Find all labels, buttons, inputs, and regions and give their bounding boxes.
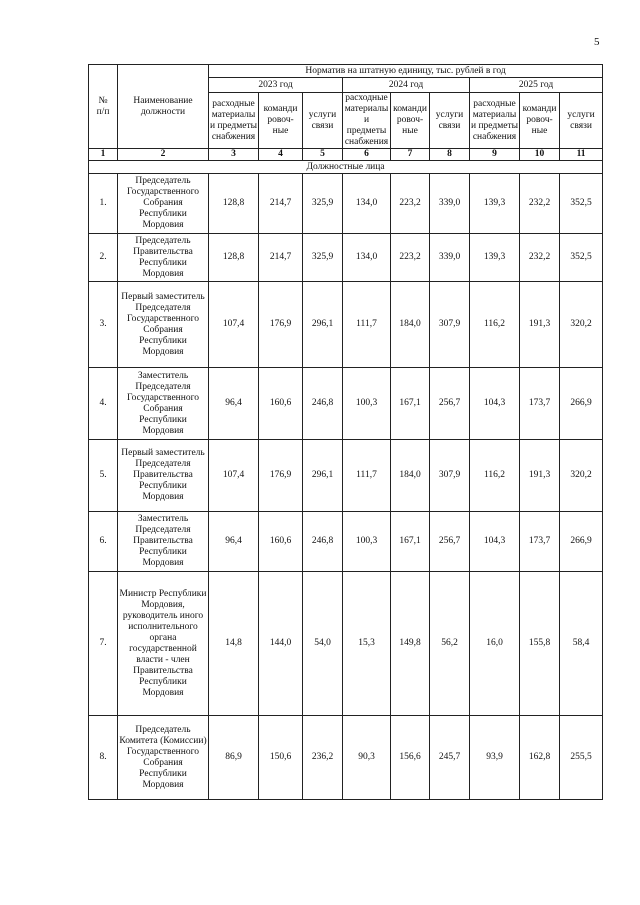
position-name: Председатель Комитета (Комиссии) Государственного Собрания Республики Мордовия: [118, 716, 209, 800]
norm-value: 14,8: [209, 572, 259, 716]
table-row: [89, 282, 603, 368]
sub-column-header: расходные материалы и предметы снабжения: [343, 93, 391, 149]
norm-value: 191,3: [520, 282, 560, 368]
norm-value: 307,9: [430, 282, 470, 368]
norm-value: 223,2: [391, 234, 430, 282]
sub-column-header: услуги связи: [303, 93, 343, 149]
sub-column-header: команди ровоч-ные: [259, 93, 303, 149]
position-name: Первый заместитель Председателя Государственного Собрания Республики Мордовия: [118, 282, 209, 368]
table-row: [89, 512, 603, 572]
norm-value: 266,9: [560, 368, 603, 440]
position-name: Председатель Правительства Республики Мордовия: [118, 234, 209, 282]
row-number: 7.: [89, 572, 118, 716]
norm-value: 176,9: [259, 282, 303, 368]
norm-value: 160,6: [259, 512, 303, 572]
norm-value: 162,8: [520, 716, 560, 800]
column-number: 4: [259, 149, 303, 161]
norm-value: 176,9: [259, 440, 303, 512]
position-name: Заместитель Председателя Государственного Собрания Республики Мордовия: [118, 368, 209, 440]
norm-value: 96,4: [209, 512, 259, 572]
table-body: [89, 161, 603, 800]
norm-value: 191,3: [520, 440, 560, 512]
norm-value: 232,2: [520, 234, 560, 282]
norm-value: 96,4: [209, 368, 259, 440]
norm-value: 232,2: [520, 174, 560, 234]
norm-value: 116,2: [470, 282, 520, 368]
sub-column-header: команди ровоч-ные: [391, 93, 430, 149]
page-number: 5: [594, 36, 600, 48]
norm-value: 54,0: [303, 572, 343, 716]
row-number: 1.: [89, 174, 118, 234]
row-number: 2.: [89, 234, 118, 282]
column-number: 7: [391, 149, 430, 161]
header-norm: Норматив на штатную единицу, тыс. рублей в год: [209, 65, 603, 78]
row-number: 8.: [89, 716, 118, 800]
norm-value: 167,1: [391, 512, 430, 572]
norm-value: 107,4: [209, 440, 259, 512]
norm-value: 104,3: [470, 512, 520, 572]
norm-value: 325,9: [303, 174, 343, 234]
norm-value: 111,7: [343, 282, 391, 368]
norm-value: 58,4: [560, 572, 603, 716]
section-title: Должностные лица: [89, 161, 603, 174]
column-number: 6: [343, 149, 391, 161]
table-row: [89, 716, 603, 800]
norm-value: 56,2: [430, 572, 470, 716]
norm-value: 223,2: [391, 174, 430, 234]
norm-value: 128,8: [209, 234, 259, 282]
norm-value: 352,5: [560, 234, 603, 282]
norm-value: 339,0: [430, 174, 470, 234]
norm-value: 100,3: [343, 368, 391, 440]
norm-value: 256,7: [430, 368, 470, 440]
norm-table: [88, 64, 603, 800]
norm-value: 93,9: [470, 716, 520, 800]
table-row: [89, 440, 603, 512]
norm-value: 256,7: [430, 512, 470, 572]
norm-value: 320,2: [560, 440, 603, 512]
norm-value: 173,7: [520, 368, 560, 440]
norm-value: 184,0: [391, 282, 430, 368]
norm-value: 134,0: [343, 174, 391, 234]
column-number: 8: [430, 149, 470, 161]
section-row: [89, 161, 603, 174]
norm-value: 296,1: [303, 440, 343, 512]
header-num: № п/п: [89, 65, 118, 149]
column-number: 9: [470, 149, 520, 161]
year-header: 2025 год: [470, 78, 603, 93]
table-row: [89, 234, 603, 282]
column-number: 3: [209, 149, 259, 161]
norm-value: 15,3: [343, 572, 391, 716]
norm-value: 255,5: [560, 716, 603, 800]
row-number: 5.: [89, 440, 118, 512]
norm-value: 214,7: [259, 234, 303, 282]
column-number: 5: [303, 149, 343, 161]
norm-value: 149,8: [391, 572, 430, 716]
norm-value: 128,8: [209, 174, 259, 234]
norm-value: 236,2: [303, 716, 343, 800]
norm-value: 352,5: [560, 174, 603, 234]
norm-value: 155,8: [520, 572, 560, 716]
norm-value: 167,1: [391, 368, 430, 440]
norm-value: 246,8: [303, 368, 343, 440]
table-header: [89, 65, 603, 161]
position-name: Председатель Государственного Собрания Республики Мордовия: [118, 174, 209, 234]
norm-value: 116,2: [470, 440, 520, 512]
norm-value: 107,4: [209, 282, 259, 368]
norm-value: 139,3: [470, 174, 520, 234]
row-number: 6.: [89, 512, 118, 572]
norm-value: 104,3: [470, 368, 520, 440]
header-name: Наименование должности: [118, 65, 209, 149]
norm-value: 156,6: [391, 716, 430, 800]
row-number: 3.: [89, 282, 118, 368]
norm-value: 173,7: [520, 512, 560, 572]
norm-value: 245,7: [430, 716, 470, 800]
column-number-row: [89, 149, 603, 161]
norm-value: 339,0: [430, 234, 470, 282]
norm-value: 16,0: [470, 572, 520, 716]
column-number: 11: [560, 149, 603, 161]
norm-value: 296,1: [303, 282, 343, 368]
row-number: 4.: [89, 368, 118, 440]
column-number: 2: [118, 149, 209, 161]
norm-value: 214,7: [259, 174, 303, 234]
norm-value: 325,9: [303, 234, 343, 282]
sub-column-header: услуги связи: [560, 93, 603, 149]
norm-value: 90,3: [343, 716, 391, 800]
year-header: 2023 год: [209, 78, 343, 93]
norm-value: 139,3: [470, 234, 520, 282]
table-row: [89, 572, 603, 716]
norm-value: 150,6: [259, 716, 303, 800]
norm-value: 246,8: [303, 512, 343, 572]
table-row: [89, 368, 603, 440]
norm-value: 160,6: [259, 368, 303, 440]
sub-column-header: услуги связи: [430, 93, 470, 149]
norm-value: 320,2: [560, 282, 603, 368]
norm-value: 184,0: [391, 440, 430, 512]
norm-value: 100,3: [343, 512, 391, 572]
norm-value: 307,9: [430, 440, 470, 512]
position-name: Министр Республики Мордовия, руководитель иного исполнительного органа государственной власти - член Правительства Республики Мордовия: [118, 572, 209, 716]
norm-value: 144,0: [259, 572, 303, 716]
norm-value: 86,9: [209, 716, 259, 800]
column-number: 10: [520, 149, 560, 161]
table-row: [89, 174, 603, 234]
sub-column-header: расходные материалы и предметы снабжения: [209, 93, 259, 149]
position-name: Первый заместитель Председателя Правительства Республики Мордовия: [118, 440, 209, 512]
norm-value: 134,0: [343, 234, 391, 282]
sub-column-header: расходные материалы и предметы снабжения: [470, 93, 520, 149]
norm-value: 266,9: [560, 512, 603, 572]
year-header: 2024 год: [343, 78, 470, 93]
position-name: Заместитель Председателя Правительства Республики Мордовия: [118, 512, 209, 572]
column-number: 1: [89, 149, 118, 161]
norm-value: 111,7: [343, 440, 391, 512]
sub-column-header: команди ровоч-ные: [520, 93, 560, 149]
